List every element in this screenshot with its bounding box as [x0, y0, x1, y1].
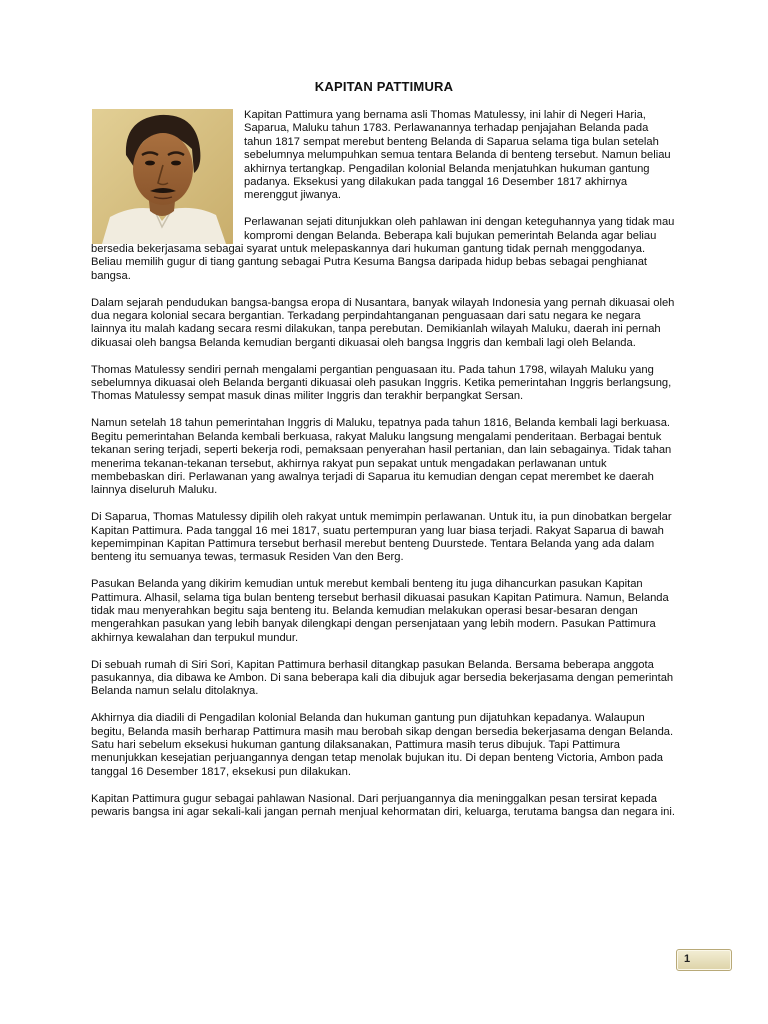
paragraph: Thomas Matulessy sendiri pernah mengalami pergantian penguasaan itu. Pada tahun 1798, wilayah Maluku yang sebelumnya dikuasai oleh Belanda berganti dikuasai oleh pasukan Inggris. Ketika pemerintahan Inggris berlangsung, Thomas Matulessy sempat masuk dinas militer Inggris dan terakhir berpangkat Sersan.	[91, 363, 672, 403]
portrait-float-spacer	[91, 109, 244, 243]
paragraph: Di Saparua, Thomas Matulessy dipilih oleh rakyat untuk memimpin perlawanan. Untuk itu, ia pun dinobatkan bergelar Kapitan Pattimura. Pada tanggal 16 mei 1817, suatu pertempuran yang luar biasa terjadi. Rakyat Saparua di bawah kepemimpinan Kapitan Pattimura tersebut berhasil merebut benteng Duurstede. Tentara Belanda yang ada dalam benteng itu semuanya tewas, termasuk Residen Van den Berg.	[91, 511, 672, 564]
paragraph: Dalam sejarah pendudukan bangsa-bangsa eropa di Nusantara, banyak wilayah Indonesia yang pernah dikuasai oleh dua negara kolonial secara bergantian. Terkadang perpindahtanganan penguasaan dari satu negara ke negara lainnya itu malah kadang secara resmi dilakukan, tanpa perebutan. Demikianlah wilayah Maluku, daerah ini pernah dikuasai oleh bangsa Belanda kemudian berganti dikuasai oleh bangsa Inggris dan kembali lagi oleh Belanda.	[91, 296, 675, 349]
paragraph: Akhirnya dia diadili di Pengadilan kolonial Belanda dan hukuman gantung pun dijatuhkan kepadanya. Walaupun begitu, Belanda masih berharap Pattimura masih mau berobah sikap dengan bersedia bekerjasama dengan Belanda. Satu hari sebelum eksekusi hukuman gantung dilaksanakan, Pattimura masih terus dibujuk. Tapi Pattimura menunjukkan kesejatian perjuangannya dengan tetap menolak bujukan itu. Di depan benteng Victoria, Ambon pada tanggal 16 Desember 1817, eksekusi pun dilakukan.	[91, 712, 674, 778]
paragraph: Namun setelah 18 tahun pemerintahan Inggris di Maluku, tepatnya pada tahun 1816, Belanda kembali lagi berkuasa. Begitu pemerintahan Belanda kembali berkuasa, rakyat Maluku langsung mengalami penderitaan. Berbagai bentuk tekanan sering terjadi, seperti bekerja rodi, pemaksaan penyerahan hasil pertanian, dan lain sebagainya. Tidak tahan menerima tekanan-tekanan tersebut, akhirnya rakyat pun sepakat untuk mengadakan perlawanan untuk membebaskan diri. Perlawanan yang awalnya terjadi di Saparua itu kemudian dengan cepat merembet ke daerah lainnya diseluruh Maluku.	[91, 417, 672, 497]
article-body	[91, 109, 679, 833]
page-number: 1	[684, 953, 691, 965]
page-number-badge	[676, 949, 732, 971]
page-title: KAPITAN PATTIMURA	[314, 79, 454, 94]
paragraph: Pasukan Belanda yang dikirim kemudian untuk merebut kembali benteng itu juga dihancurkan pasukan Kapitan Pattimura. Alhasil, selama tiga bulan benteng tersebut berhasil dikuasai pasukan Kapitan Patimura. Namun, Belanda tidak mau menyerahkan begitu saja benteng itu. Belanda kemudian melakukan operasi besar-besaran dengan mengerahkan pasukan yang lebih banyak dilengkapi dengan persenjataan yang lebih modern. Pasukan Pattimura akhirnya kewalahan dan terpukul mundur.	[91, 578, 669, 644]
paragraph: Kapitan Pattimura yang bernama asli Thomas Matulessy, ini lahir di Negeri Haria, Saparua, Maluku tahun 1783. Perlawanannya terhadap penjajahan Belanda pada tahun 1817 sempat merebut benteng Belanda di Saparua selama tiga bulan setelah sebelumnya melumpuhkan semua tentara Belanda di benteng tersebut. Namun beliau akhirnya tertangkap. Pengadilan kolonial Belanda menjatuhkan hukuman gantung padanya. Eksekusi yang dilakukan pada tanggal 16 Desember 1817 akhirnya merenggut jiwanya.	[244, 109, 671, 202]
paragraph: Kapitan Pattimura gugur sebagai pahlawan Nasional. Dari perjuangannya dia meninggalkan pesan tersirat kepada pewaris bangsa ini agar sekali-kali jangan pernah menjual kehormatan diri, keluarga, terutama bangsa dan negara ini.	[91, 792, 675, 818]
paragraph: Di sebuah rumah di Siri Sori, Kapitan Pattimura berhasil ditangkap pasukan Belanda. Bersama beberapa anggota pasukannya, dia dibawa ke Ambon. Di sana beberapa kali dia dibujuk agar bersedia bekerjasama dengan pemerintah Belanda namun selalu ditolaknya.	[91, 658, 674, 698]
paragraph: Perlawanan sejati ditunjukkan oleh pahlawan ini dengan keteguhannya yang tidak mau kompromi dengan Belanda. Beberapa kali bujukan pemerintah Belanda agar beliau bersedia bekerjasama sebagai syarat untuk melepaskannya dari hukuman gantung tidak pernah menggodanya. Beliau memilih gugur di tiang gantung sebagai Putra Kesuma Bangsa daripada hidup bebas sebagai penghianat bangsa.	[91, 216, 675, 282]
